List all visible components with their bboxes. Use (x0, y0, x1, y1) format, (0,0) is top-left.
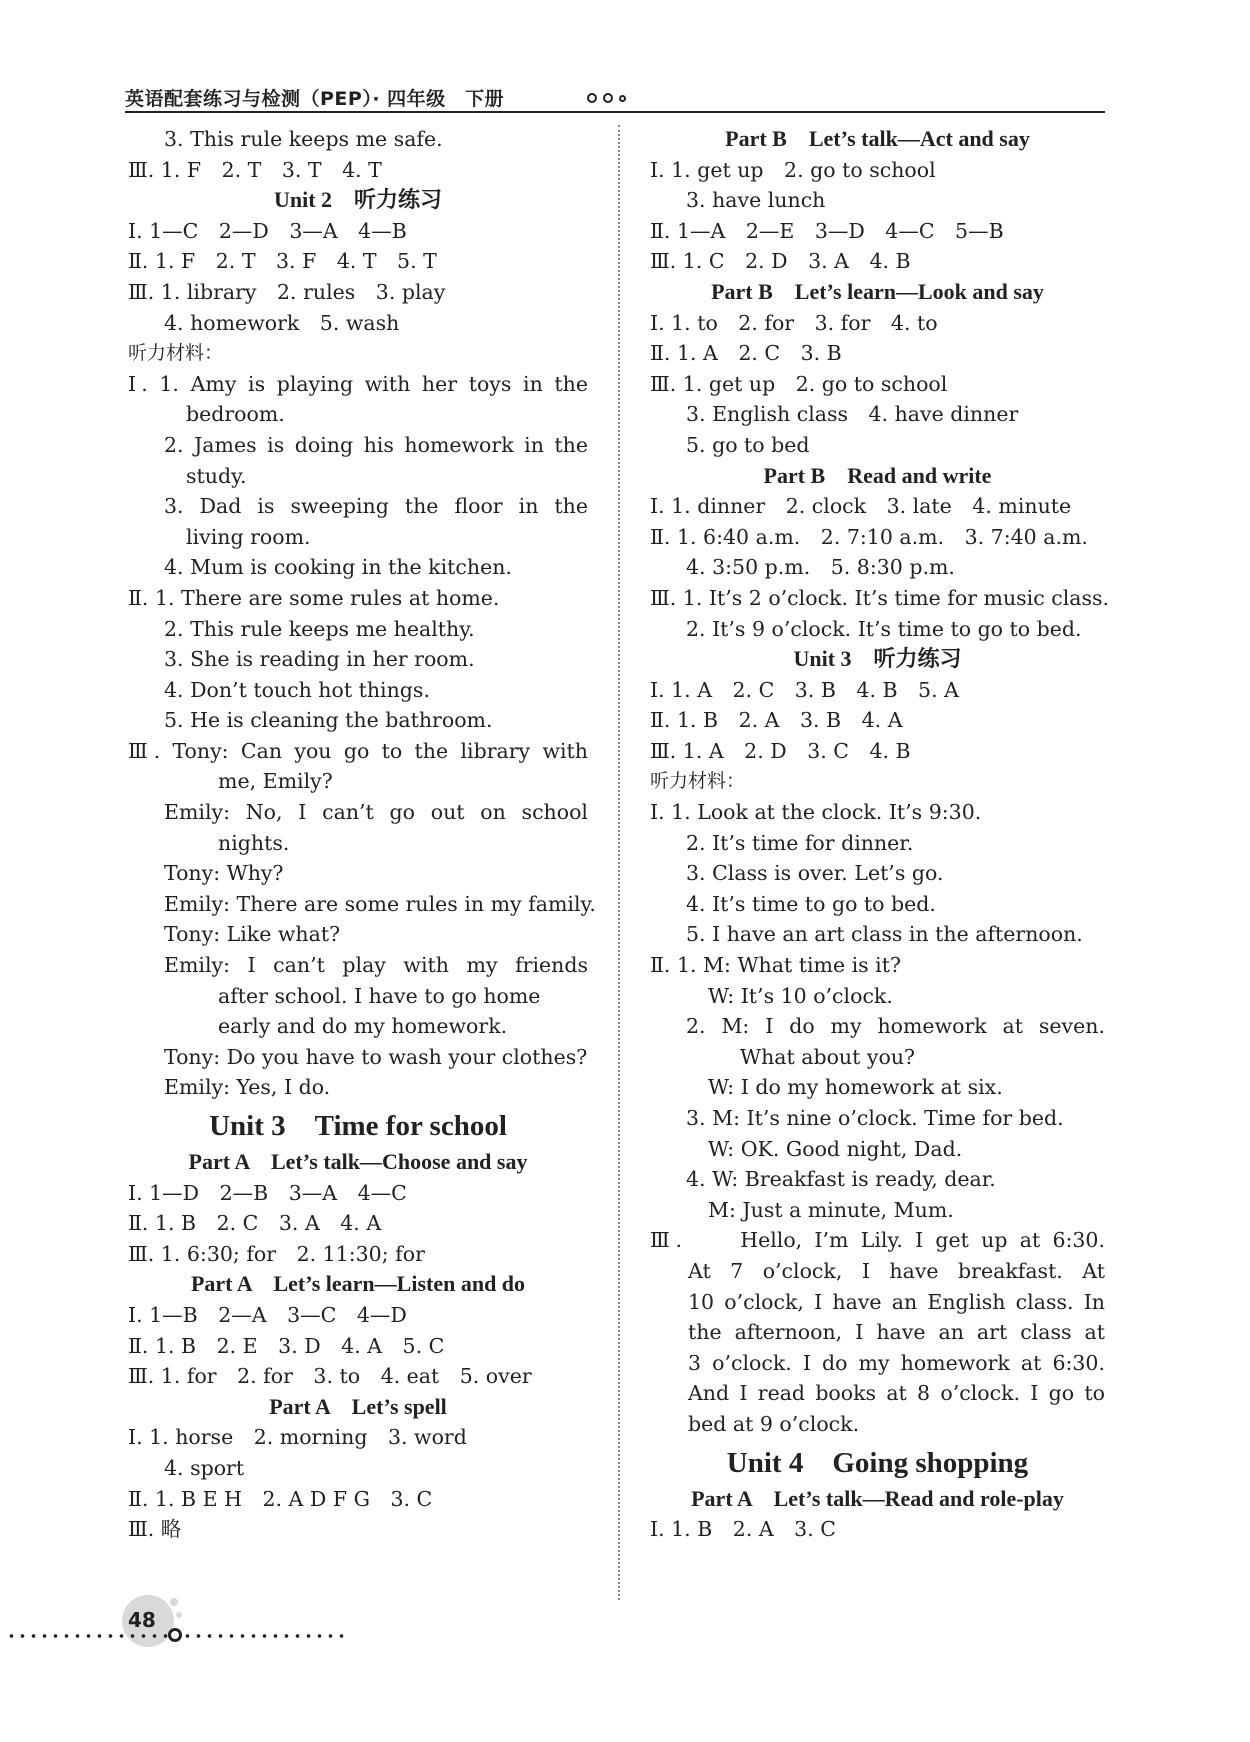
answer-line: 听力材料： (650, 770, 746, 793)
answer-line: 10 o’clock, I have an English class. In (688, 1289, 1105, 1314)
answer-line: 2. It’s 9 o’clock. It’s time to go to bed. (686, 616, 1082, 641)
left-column (128, 124, 596, 1545)
answer-line: bed at 9 o’clock. (688, 1411, 860, 1436)
answer-line: Ⅱ. 1. M: What time is it? (650, 953, 901, 978)
answer-line: Ⅰ. 1. B 2. A 3. C (650, 1517, 836, 1542)
answer-line: 3. M: It’s nine o’clock. Time for bed. (686, 1106, 1064, 1130)
answer-line: M: Just a minute, Mum. (708, 1197, 954, 1222)
answer-line: Ⅰ. 1. Look at the clock. It’s 9:30. (650, 800, 982, 825)
page-footer (0, 1590, 400, 1650)
answer-line: 4. sport (164, 1455, 245, 1480)
answer-line: me, Emily? (218, 769, 333, 794)
answer-line: bedroom. (186, 402, 285, 427)
answer-line: W: It’s 10 o’clock. (708, 983, 893, 1008)
section-heading: Part B Read and write (763, 462, 992, 488)
answer-line: W: OK. Good night, Dad. (708, 1136, 963, 1161)
footer-ring-decoration (168, 1628, 182, 1642)
answer-line: Emily: No, I can’t go out on school (164, 800, 588, 825)
answer-line: Ⅱ. 1. There are some rules at home. (128, 585, 500, 610)
answer-line: Ⅲ. Tony: Can you go to the library with (128, 738, 588, 763)
answer-line: Ⅰ. 1. Amy is playing with her toys in the (128, 371, 588, 396)
section-heading: Part A Let’s learn—Listen and do (190, 1271, 526, 1297)
answer-line: Tony: Do you have to wash your clothes? (164, 1044, 588, 1069)
answer-line: Ⅱ. 1. B E H 2. A D F G 3. C (128, 1486, 433, 1511)
answer-line: study. (186, 463, 247, 488)
answer-line: 2. M: I do my homework at seven. (686, 1014, 1105, 1039)
answer-line: Ⅲ. 略 (128, 1517, 182, 1542)
answer-line: 5. He is cleaning the bathroom. (164, 708, 493, 733)
answer-line: 2. James is doing his homework in the (164, 432, 588, 457)
answer-line: Tony: Like what? (164, 922, 341, 947)
answer-line: 3. English class 4. have dinner (686, 402, 1019, 427)
page-number: 48 (128, 1608, 156, 1632)
answer-line: 3. Dad is sweeping the floor in the (164, 494, 588, 519)
answer-line: And I read books at 8 o’clock. I go to (688, 1381, 1105, 1406)
answer-line: 4. It’s time to go to bed. (686, 891, 936, 916)
answer-line: living room. (186, 524, 311, 549)
answer-line: 3 o’clock. I do my homework at 6:30. (688, 1350, 1105, 1375)
answer-line: Ⅰ. 1. horse 2. morning 3. word (128, 1425, 467, 1450)
answer-line: Ⅲ. 1. It’s 2 o’clock. It’s time for music class. (650, 585, 1110, 610)
answer-line: 3. She is reading in her room. (164, 647, 475, 672)
answer-line: Ⅲ. 1. 6:30; for 2. 11:30; for (128, 1241, 425, 1266)
book-title: 英语配套练习与检测（PEP）· 四年级 下册 (125, 88, 505, 110)
answer-line: 2. It’s time for dinner. (686, 830, 914, 855)
section-heading: Part A Let’s spell (269, 1393, 447, 1419)
answer-line: Ⅱ. 1. A 2. C 3. B (650, 341, 842, 366)
answer-line: Ⅰ. 1. to 2. for 3. for 4. to (650, 310, 938, 335)
answer-line: early and do my homework. (218, 1014, 508, 1039)
answer-line: Emily: There are some rules in my family. (164, 891, 596, 916)
answer-line: Ⅰ. 1. dinner 2. clock 3. late 4. minute (650, 494, 1072, 519)
answer-line: Ⅲ. Hello, I’m Lily. I get up at 6:30. (650, 1228, 1105, 1253)
answer-line: 4. homework 5. wash (164, 310, 400, 335)
section-heading: Part A Let’s talk—Read and role-play (691, 1485, 1064, 1511)
answer-line: Ⅲ. 1. A 2. D 3. C 4. B (650, 738, 911, 763)
answer-line: 2. This rule keeps me healthy. (164, 616, 475, 641)
section-heading: Unit 3 Time for school (209, 1110, 507, 1142)
answer-line: Tony: Why? (164, 861, 284, 886)
section-heading: Unit 4 Going shopping (726, 1446, 1029, 1479)
answer-line: Ⅰ. 1—B 2—A 3—C 4—D (128, 1302, 407, 1327)
footer-dot-decoration (176, 1612, 182, 1618)
answer-line: Ⅱ. 1. F 2. T 3. F 4. T 5. T (128, 249, 437, 274)
answer-line: Ⅰ. 1. get up 2. go to school (650, 157, 936, 182)
answer-line: Ⅱ. 1—A 2—E 3—D 4—C 5—B (650, 218, 1004, 243)
header-rule (125, 111, 1105, 113)
header-circles-decoration (587, 93, 626, 103)
answer-line: Ⅲ. 1. get up 2. go to school (650, 371, 948, 396)
answer-line: Ⅱ. 1. B 2. C 3. A 4. A (128, 1211, 382, 1236)
answer-line: What about you? (740, 1044, 916, 1069)
answer-line: Ⅲ. 1. for 2. for 3. to 4. eat 5. over (128, 1364, 532, 1389)
section-heading: Part B Let’s talk—Act and say (725, 126, 1030, 151)
answer-line: 听力材料： (128, 342, 224, 365)
section-heading: Unit 3 听力练习 (793, 646, 962, 672)
answer-line: Ⅰ. 1—C 2—D 3—A 4—B (128, 218, 407, 243)
answer-line: Ⅰ. 1—D 2—B 3—A 4—C (128, 1180, 407, 1205)
answer-line: 4. Mum is cooking in the kitchen. (164, 555, 512, 580)
answer-line: after school. I have to go home (218, 983, 541, 1008)
answer-line: At 7 o’clock, I have breakfast. At (688, 1258, 1105, 1283)
answer-line: 5. go to bed (686, 432, 810, 457)
section-heading: Part A Let’s talk—Choose and say (188, 1149, 528, 1174)
section-heading: Part B Let’s learn—Look and say (711, 278, 1044, 304)
footer-dot-decoration (170, 1598, 178, 1606)
answer-line: Ⅱ. 1. 6:40 a.m. 2. 7:10 a.m. 3. 7:40 a.m. (650, 524, 1088, 549)
answer-line: Emily: Yes, I do. (164, 1075, 331, 1100)
answer-line: Ⅲ. 1. C 2. D 3. A 4. B (650, 249, 911, 274)
answer-line: Ⅰ. 1. A 2. C 3. B 4. B 5. A (650, 677, 959, 702)
answer-line: 3. Class is over. Let’s go. (686, 861, 944, 886)
answer-line: W: I do my homework at six. (708, 1075, 1003, 1100)
section-heading: Unit 2 听力练习 (273, 187, 443, 213)
column-divider (618, 125, 620, 1600)
answer-line: 3. This rule keeps me safe. (164, 127, 443, 151)
page-header (125, 84, 1105, 114)
answer-line: 5. I have an art class in the afternoon. (686, 922, 1083, 947)
answer-line: 4. 3:50 p.m. 5. 8:30 p.m. (686, 555, 955, 580)
answer-line: Ⅱ. 1. B 2. E 3. D 4. A 5. C (128, 1333, 445, 1358)
answer-line: Emily: I can’t play with my friends (164, 953, 588, 978)
right-column (650, 124, 1110, 1545)
answer-line: 3. have lunch (686, 188, 826, 213)
answer-line: Ⅲ. 1. library 2. rules 3. play (128, 279, 446, 304)
answer-line: Ⅱ. 1. B 2. A 3. B 4. A (650, 708, 903, 733)
answer-line: 4. Don’t touch hot things. (164, 677, 430, 702)
answer-line: nights. (218, 830, 290, 855)
answer-line: 4. W: Breakfast is ready, dear. (686, 1167, 996, 1192)
answer-line: the afternoon, I have an art class at (688, 1320, 1105, 1345)
answer-line: Ⅲ. 1. F 2. T 3. T 4. T (128, 157, 382, 182)
